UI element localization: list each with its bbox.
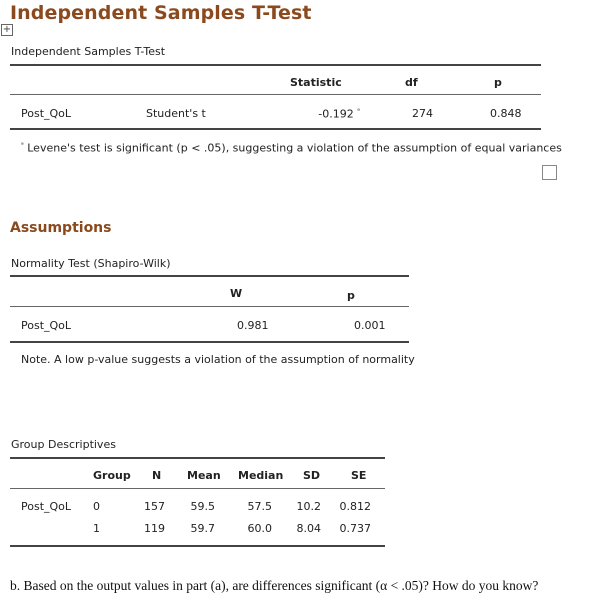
- descriptives-header-sd: SD: [303, 469, 321, 482]
- question-text: b. Based on the output values in part (a), are differences significant (α < .05)? How do you know?: [10, 578, 539, 593]
- ttest-row-variable: Post_QoL: [21, 107, 72, 120]
- move-handle-icon[interactable]: +: [2, 24, 12, 35]
- descriptives-cell-n: 119: [144, 522, 165, 535]
- footnote-mark: ᵃ: [21, 141, 24, 149]
- descriptives-cell-group: 1: [93, 522, 100, 535]
- normality-top-rule: [10, 275, 409, 277]
- descriptives-cell-median: 57.5: [247, 500, 272, 513]
- descriptives-header-se: SE: [351, 469, 367, 482]
- descriptives-header-n: N: [152, 469, 162, 482]
- page-title: Independent Samples T-Test: [10, 2, 312, 24]
- ttest-statistic-footnote-mark: ᵃ: [357, 107, 360, 115]
- descriptives-bottom-rule: [10, 545, 385, 547]
- ttest-top-rule: [10, 64, 541, 66]
- descriptives-cell-se: 0.812: [339, 500, 371, 513]
- footnote-text: Levene's test is significant (p < .05), suggesting a violation of the assumption of equal variances: [27, 141, 562, 155]
- normality-row-variable: Post_QoL: [21, 319, 72, 332]
- descriptives-variable: Post_QoL: [21, 500, 72, 513]
- descriptives-cell-median: 60.0: [247, 522, 272, 535]
- descriptives-header-mean: Mean: [187, 469, 221, 482]
- normality-caption: Normality Test (Shapiro-Wilk): [11, 257, 171, 270]
- descriptives-cell-sd: 10.2: [296, 500, 321, 513]
- ttest-row-df: 274: [412, 107, 433, 120]
- descriptives-top-rule: [10, 457, 385, 459]
- ttest-header-df: df: [405, 76, 418, 89]
- ttest-header-statistic: Statistic: [290, 76, 342, 89]
- ttest-statistic-value: -0.192: [318, 107, 354, 121]
- normality-header-w: W: [230, 287, 243, 300]
- descriptives-cell-n: 157: [144, 500, 165, 513]
- ttest-header-p: p: [494, 76, 502, 89]
- normality-note: Note. A low p-value suggests a violation of the assumption of normality: [21, 353, 415, 366]
- ttest-caption: Independent Samples T-Test: [11, 45, 166, 58]
- descriptives-cell-group: 0: [93, 500, 100, 513]
- normality-header-rule: [10, 306, 409, 307]
- ttest-row-statistic: [300, 107, 360, 121]
- ttest-footnote: [21, 141, 562, 155]
- descriptives-header-median: Median: [238, 469, 284, 482]
- ttest-row-p: 0.848: [490, 107, 522, 120]
- assumptions-heading: Assumptions: [10, 220, 112, 236]
- descriptives-cell-se: 0.737: [339, 522, 371, 535]
- ttest-header-rule: [10, 94, 541, 95]
- descriptives-header-rule: [10, 488, 385, 489]
- normality-row-p: 0.001: [354, 319, 386, 332]
- descriptives-header-group: Group: [93, 469, 131, 482]
- normality-header-p: p: [347, 289, 355, 302]
- ttest-row-test: Student's t: [146, 107, 206, 120]
- descriptives-cell-mean: 59.5: [190, 500, 215, 513]
- ttest-bottom-rule: [10, 128, 541, 130]
- descriptives-caption: Group Descriptives: [11, 438, 116, 451]
- descriptives-cell-mean: 59.7: [190, 522, 215, 535]
- normality-bottom-rule: [10, 341, 409, 343]
- normality-row-w: 0.981: [237, 319, 269, 332]
- descriptives-cell-sd: 8.04: [296, 522, 321, 535]
- options-checkbox[interactable]: [542, 165, 557, 180]
